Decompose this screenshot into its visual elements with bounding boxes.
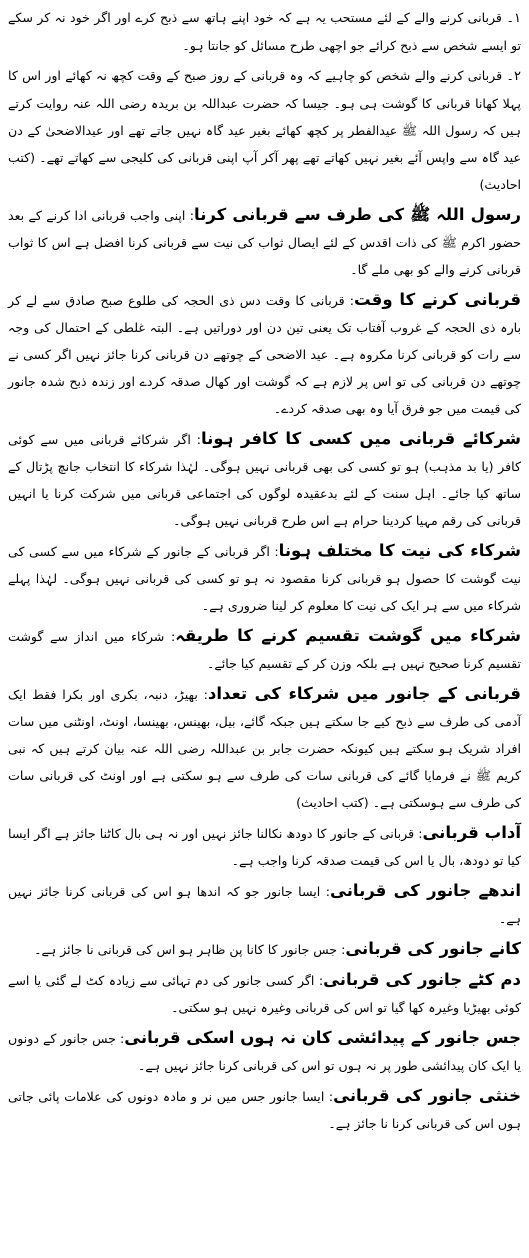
paragraph-6: [8, 537, 521, 619]
paragraph-14: [8, 1082, 521, 1137]
section-heading: اندھے جانور کی قربانی: [330, 881, 521, 900]
paragraph-13: [8, 1024, 521, 1079]
section-heading: خنثی جانور کی قربانی: [333, 1086, 521, 1105]
paragraph-text: : ایسا جانور جس میں نر و مادہ دونوں کی علامات پائی جاتی ہوں اس کی قربانی کرنا نا جائز ہے۔: [8, 1089, 521, 1131]
section-heading: قربانی کرنے کا وقت: [354, 290, 521, 309]
paragraph-number: ۲۔: [506, 69, 521, 84]
paragraph-text: قربانی کرنے والے شخص کو چاہیے کہ وہ قربانی کے روز صبح کے وقت کچھ نہ کھائے اور اس کا پہلا کھانا قربانی کا گوشت ہی ہو۔ جیسا کہ حضرت عبداللہ بن بریدہ رضی اللہ عنہ روایت کرتے ہیں کہ رسول اللہ ﷺ عیدالفطر پر کچھ کھائے بغیر عید گاہ نہیں جاتے تھے اور عیدالاضحیٰ کے دن عید گاہ سے واپس آئے بغیر نہیں کھاتے تھے پھر آکر آپ اپنی قربانی کی کلیجی سے کھاتے تھے۔ (کتب احادیث): [8, 68, 521, 192]
paragraph-text: : جس جانور کا کانا پن ظاہر ہو اس کی قربانی نا جائز ہے۔: [34, 942, 346, 957]
paragraph-text: : قربانی کے جانور کا دودھ نکالنا جائز نہیں اور نہ ہی بال کاٹنا جائز ہے اگر ایسا کیا تو دودھ، بال یا اس کی قیمت صدقہ کرنا واجب ہے۔: [8, 826, 521, 868]
paragraph-9: [8, 819, 521, 874]
paragraph-text: قربانی کرنے والے کے لئے مستحب یہ ہے کہ خود اپنے ہاتھ سے ذبح کرے اور اگر خود نہ کر سکے تو ایسے شخص سے ذبح کرائے جو اچھی طرح مسائل کو جانتا ہو۔: [8, 10, 521, 53]
paragraph-text: : اگر شرکائے قربانی میں سے کوئی کافر (یا بد مذہب) ہو تو کسی کی بھی قربانی نہیں ہوگی۔ لہٰذا شرکاء کا انتخاب جانچ پڑتال کے ساتھ کیا جائے۔ اہل سنت کے لئے بدعقیدہ لوگوں کی اجتماعی قربانی میں شرکت کرنا یا انہیں قربانی کی رقم مہیا کردینا حرام ہے اس طرح قربانی نہیں ہوگی۔: [8, 432, 521, 528]
paragraph-1: [8, 4, 521, 59]
paragraph-text: : قربانی کا وقت دس ذی الحجہ کی طلوع صبح صادق سے لے کر بارہ ذی الحجہ کے غروب آفتاب تک یعنی تین دن اور دوراتیں ہے۔ البتہ غلطی کے احتمال کی وجہ سے رات کو قربانی کرنا مکروہ ہے۔ عید الاضحی کے چوتھے دن قربانی کرنا جائز نہیں اگر کسی نے چوتھے دن قربانی کی تو اس پر لازم ہے کہ گوشت اور کھال صدقہ کردے اور زندہ ذبح شدہ جانور کی قیمت میں جو فرق آیا وہ بھی صدقہ کردے۔: [8, 293, 521, 416]
section-heading: شرکاء میں گوشت تقسیم کرنے کا طریقہ: [175, 626, 521, 645]
paragraph-text: : اگر کسی جانور کی دم تہائی سے زیادہ کٹ لے گئی یا اسے کوئی بھیڑیا وغیرہ کھا گیا تو اس کی قربانی وغیرہ نہیں ہو سکتی۔: [8, 973, 521, 1015]
paragraph-11: [8, 935, 521, 963]
paragraph-4: [8, 286, 521, 422]
section-heading: کانے جانور کی قربانی: [345, 939, 521, 958]
paragraph-text: : جس جانور کے دونوں یا ایک کان پیدائشی طور پر نہ ہوں تو اس کی قربانی کرنا جائز نہیں ہے۔: [8, 1031, 521, 1073]
section-heading: شرکائے قربانی میں کسی کا کافر ہونا: [200, 429, 521, 448]
paragraph-7: [8, 622, 521, 677]
section-heading: دم کٹے جانور کی قربانی: [323, 970, 521, 989]
paragraph-text: : اپنی واجب قربانی ادا کرنے کے بعد حضور اکرم ﷺ کی ذات اقدس کے لئے ایصال ثواب کی نیت سے قربانی کرنا افضل ہے اس کا ثواب قربانی کرنے والے کو بھی ملے گا۔: [8, 208, 521, 277]
section-heading: شرکاء کی نیت کا مختلف ہونا: [278, 541, 521, 560]
paragraph-12: [8, 966, 521, 1021]
paragraph-text: : بھیڑ، دنبہ، بکری اور بکرا فقط ایک آدمی کی طرف سے ذبح کیے جا سکتے ہیں جبکہ گائے، بیل، بھینس، بھینسا، اونٹ، اونٹنی میں سات افراد شریک ہو سکتے ہیں کیونکہ حضرت جابر بن عبداللہ رضی اللہ عنہ بیان کرتے ہیں کہ نبی کریم ﷺ نے فرمایا گائے کی قربانی سات کی طرف سے ہو سکتی ہے اور اونٹ کی قربانی سات کی طرف سے ہوسکتی ہے۔ (کتب احادیث): [8, 687, 521, 810]
paragraph-3: [8, 201, 521, 283]
paragraph-5: [8, 425, 521, 534]
section-heading: آداب قربانی: [422, 823, 521, 842]
paragraph-number: ۱۔: [506, 11, 521, 26]
paragraph-2: [8, 62, 521, 198]
section-heading: جس جانور کے پیدائشی کان نہ ہوں اسکی قربانی: [124, 1028, 521, 1047]
paragraph-text: : شرکاء میں انداز سے گوشت تقسیم کرنا صحیح نہیں ہے بلکہ وزن کر کے تقسیم کیا جائے۔: [8, 629, 521, 671]
paragraph-text: : اگر قربانی کے جانور کے شرکاء میں سے کسی کی نیت گوشت کا حصول ہو قربانی کرنا مقصود نہ ہو تو کسی کی قربانی نہیں ہوگی۔ لہٰذا پہلے شرکاء میں سے ہر ایک کی نیت کا معلوم کر لینا ضروری ہے۔: [8, 544, 521, 613]
paragraph-8: [8, 680, 521, 816]
paragraph-10: [8, 877, 521, 932]
paragraph-text: : ایسا جانور جو کہ اندھا ہو اس کی قربانی کرنا جائز نہیں ہے۔: [8, 884, 521, 926]
section-heading: قربانی کے جانور میں شرکاء کی تعداد: [207, 684, 521, 703]
section-heading: رسول اللہ ﷺ کی طرف سے قربانی کرنا: [194, 205, 521, 224]
